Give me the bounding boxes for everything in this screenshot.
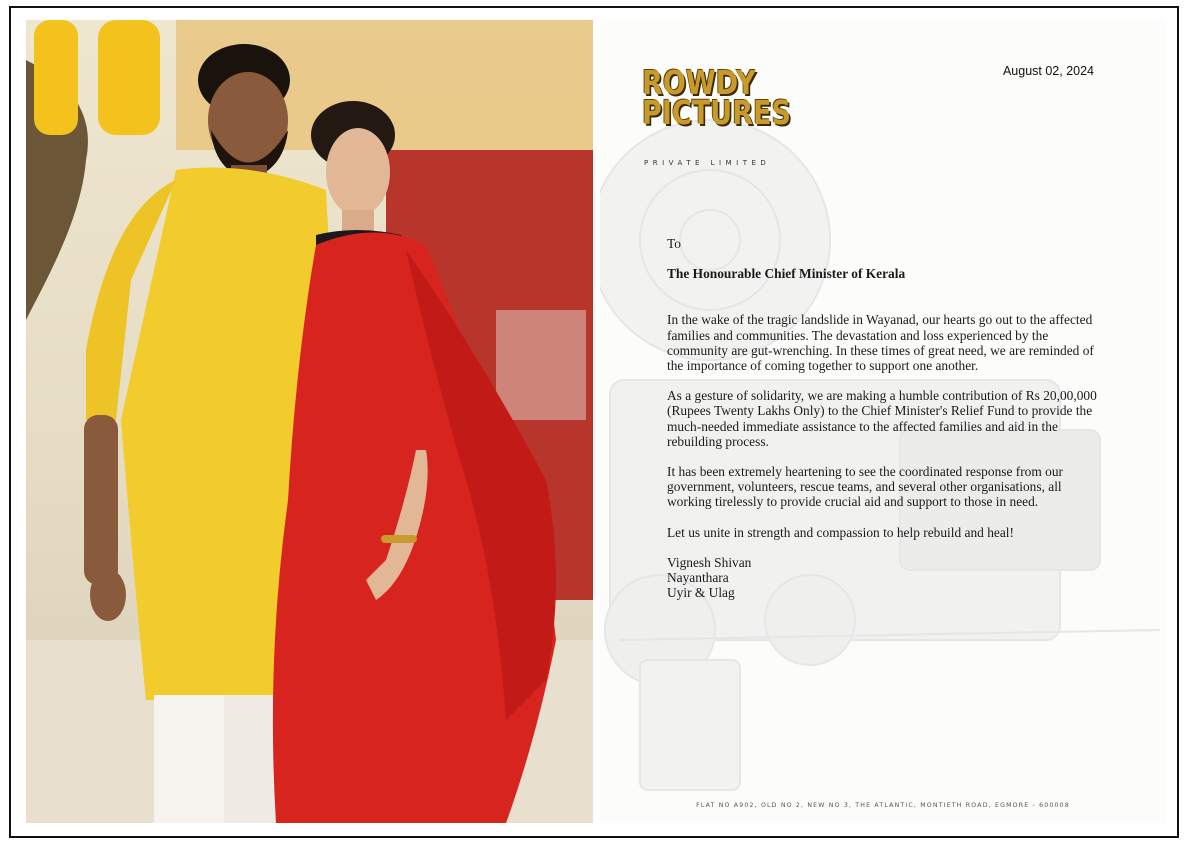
window-panel [496, 310, 586, 420]
footer-address: FLAT NO A902, OLD NO 2, NEW NO 3, THE ATLANTIC, MONTIETH ROAD, EGMORE - 600008 [696, 802, 1070, 809]
logo-line-2: PICTURES [642, 93, 792, 132]
paragraph-1: In the wake of the tragic landslide in Wayanad, our hearts go out to the affected families and communities. The devastation and loss experienced by the community are gut-wrenching. In these times of great need, we are reminded of the importance of coming together to support one another. [667, 312, 1094, 374]
marigold-garland-center [98, 20, 160, 135]
signatory-1: Vignesh Shivan [667, 554, 752, 570]
logo-subtitle: PRIVATE LIMITED [644, 159, 771, 167]
paragraph-4: Let us unite in strength and compassion to help rebuild and heal! [667, 524, 1014, 540]
paragraph-3: It has been extremely heartening to see the coordinated response from our government, volunteers, rescue teams, and several other organisations, all working tirelessly to provide crucial aid and support to those in need. [667, 464, 1063, 510]
photo-illustration [26, 20, 593, 823]
addressee: The Honourable Chief Minister of Kerala [667, 266, 906, 282]
signatory-2: Nayanthara [667, 570, 729, 586]
logo-line-1: ROWDY [642, 63, 756, 102]
rowdy-pictures-logo [642, 63, 792, 132]
letter-body [667, 236, 1107, 600]
letter-page [600, 20, 1166, 823]
letter-date: August 02, 2024 [1002, 64, 1094, 78]
signatory-3: Uyir & Ulag [667, 585, 735, 601]
couple-photo [26, 20, 593, 823]
paragraph-2: As a gesture of solidarity, we are making a humble contribution of Rs 20,00,000 (Rupees Twenty Lakhs Only) to the Chief Minister's Relief Fund to provide the much-needed immediate assistance to the affected families and aid in the rebuilding process. [667, 388, 1097, 449]
salutation: To [667, 236, 681, 251]
marigold-garland-left [34, 20, 78, 135]
